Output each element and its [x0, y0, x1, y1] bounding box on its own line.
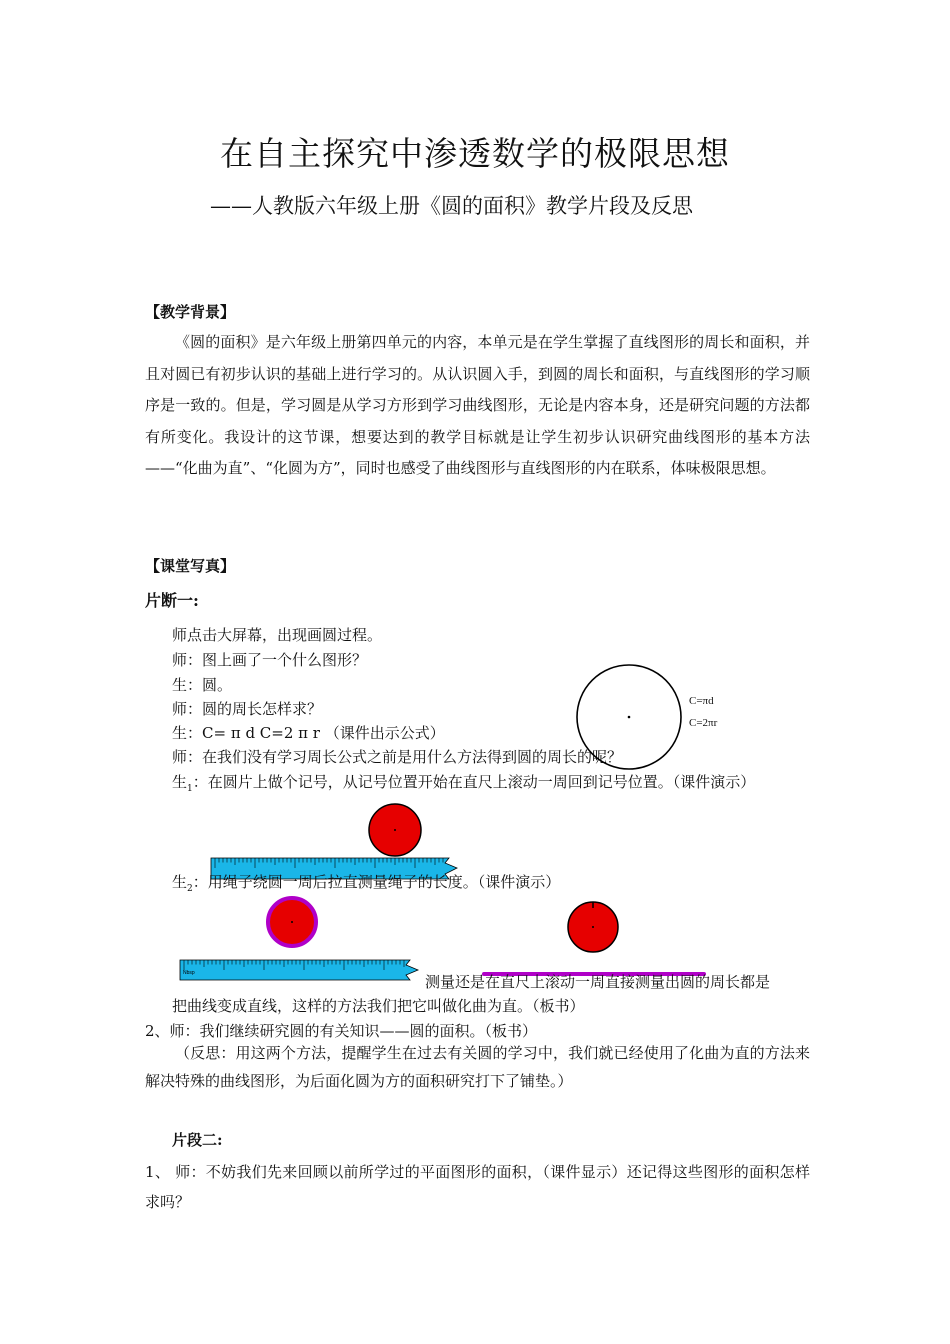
section-heading-background: 【教学背景】 — [145, 303, 236, 321]
dialog-line: 生：圆。 — [172, 676, 233, 694]
background-paragraph: 《圆的面积》是六年级上册第四单元的内容，本单元是在学生掌握了直线图形的周长和面积，并且对圆已有初步认识的基础上进行学习的。从认识圆入手，到圆的周长和面积，与直线图形的学习顺序是一致的。但是，学习圆是从学习方形到学习曲线图形，无论是内容本身，还是研究问题的方法都有所变化。我设计的这节课，想要达到的教学目标就是让学生初步认识研究曲线图形的基本方法——“化曲为直”、“化圆为方”，同时也感受了曲线图形与直线图形的内在联系，体味极限思想。 — [145, 333, 810, 477]
segment2-item-1: 1、 师：不妨我们先来回顾以前所学过的平面图形的面积，（课件显示）还记得这些图形的面积怎样求吗？ — [145, 1163, 810, 1211]
summary-line-2: 把曲线变成直线，这样的方法我们把它叫做化曲为直。（板书） — [172, 997, 585, 1015]
item-2: 2、师：我们继续研究圆的有关知识——圆的面积。（板书） — [145, 1022, 538, 1040]
student2-prefix: 生 — [172, 873, 188, 891]
student2-subscript: 2 — [187, 884, 193, 894]
dialog-line: 师：图上画了一个什么图形？ — [172, 651, 368, 669]
document-title: 在自主探究中渗透数学的极限思想 — [220, 134, 730, 173]
rope-demo-figure — [178, 894, 423, 984]
ruler — [180, 960, 418, 980]
section-heading-classroom: 【课堂写真】 — [145, 557, 236, 575]
reflection-paragraph: （反思：用这两个方法，提醒学生在过去有关圆的学习中，我们就已经使用了化曲为直的方法来解决特殊的曲线图形，为后面化圆为方的面积研究打下了铺垫。） — [145, 1044, 810, 1090]
formula-radius: C=2πr — [689, 717, 718, 729]
formula-diameter: C=πd — [689, 695, 714, 707]
dialog-line: 师点击大屏幕，出现画圆过程。 — [172, 626, 383, 644]
summary-line-1: 测量还是在直尺上滚动一周直接测量出圆的周长都是 — [425, 973, 771, 991]
dialog-line: 师：圆的周长怎样求？ — [172, 700, 323, 718]
student2-text: ：用绳子绕圆一周后拉直测量绳子的长度。（课件演示） — [192, 873, 561, 891]
student1-line — [172, 771, 755, 794]
student2-line — [172, 871, 560, 894]
ruler-tag: Nbsp — [183, 970, 195, 976]
dialog-line: 师：在我们没有学习周长公式之前是用什么方法得到圆的周长的呢？ — [172, 748, 623, 766]
circle-center-dot — [628, 716, 631, 719]
student1-prefix: 生 — [172, 773, 188, 791]
document-subtitle: ——人教版六年级上册《圆的面积》教学片段及反思 — [210, 194, 693, 218]
student1-subscript: 1 — [187, 784, 193, 794]
student1-text: ：在圆片上做个记号，从记号位置开始在直尺上滚动一周回到记号位置。（课件演示） — [192, 773, 756, 791]
dialog-line: 生：C= π d C=2 π r （课件出示公式） — [172, 724, 445, 742]
segment1-heading: 片断一: — [145, 591, 199, 610]
segment2-heading: 片段二: — [172, 1131, 223, 1149]
